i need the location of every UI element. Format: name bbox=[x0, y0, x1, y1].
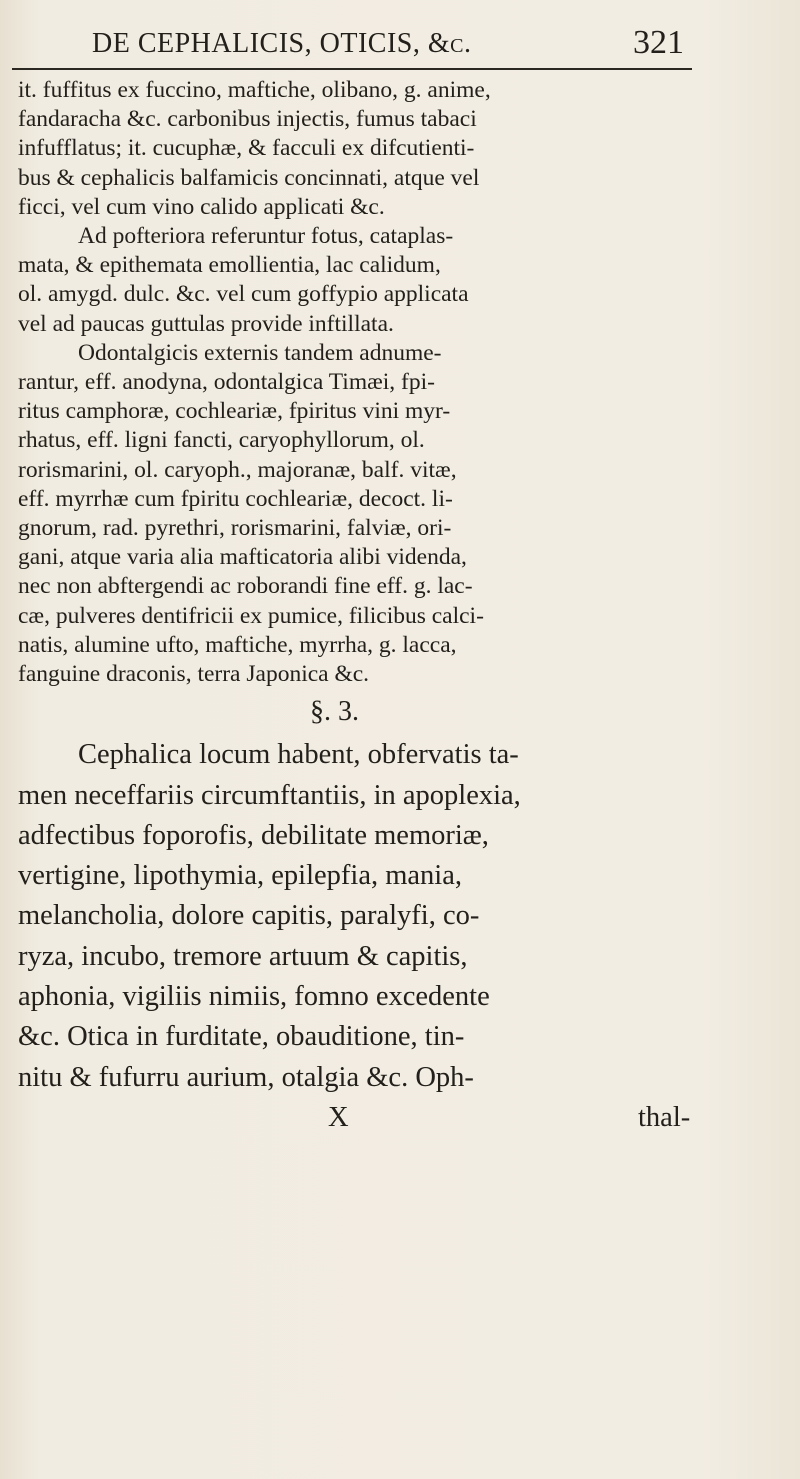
text-line: fanguine draconis, terra Japonica &c. bbox=[18, 661, 370, 688]
text-line: vertigine, lipothymia, epilepfia, mania, bbox=[18, 860, 462, 892]
text-line: infufflatus; it. cucuphæ, & facculi ex difcutienti- bbox=[18, 135, 475, 162]
paragraph-cephalica bbox=[18, 735, 788, 1098]
header-rule bbox=[12, 68, 692, 70]
text-line: Odontalgicis externis tandem adnume- bbox=[78, 339, 442, 366]
paragraph bbox=[18, 76, 788, 222]
running-head: DE CEPHALICIS, OTICIS, &c. bbox=[92, 28, 472, 59]
text-line: ficci, vel cum vino calido applicati &c. bbox=[18, 193, 385, 220]
text-line: bus & cephalicis balfamicis concinnati, atque vel bbox=[18, 164, 480, 191]
text-line: mata, & epithemata emollientia, lac calidum, bbox=[18, 252, 441, 279]
text-line: ritus camphoræ, cochleariæ, fpiritus vini myr- bbox=[18, 398, 451, 425]
text-line: rantur, eff. anodyna, odontalgica Timæi, fpi- bbox=[18, 369, 435, 396]
text-line: ryza, incubo, tremore artuum & capitis, bbox=[18, 940, 468, 972]
text-line: nec non abftergendi ac roborandi fine eff. g. lac- bbox=[18, 573, 473, 600]
text-line: gani, atque varia alia mafticatoria alibi videnda, bbox=[18, 544, 467, 571]
page-footer bbox=[18, 1098, 788, 1138]
text-line: it. fuffitus ex fuccino, maftiche, olibano, g. anime, bbox=[18, 77, 491, 103]
text-line: fandaracha &c. carbonibus injectis, fumus tabaci bbox=[18, 106, 477, 133]
text-line: rhatus, eff. ligni fancti, caryophyllorum, ol. bbox=[18, 427, 425, 454]
text-line: ol. amygd. dulc. &c. vel cum goffypio applicata bbox=[18, 281, 469, 308]
text-line: eff. myrrhæ cum fpiritu cochleariæ, decoct. li- bbox=[18, 485, 453, 512]
section-number: §. 3. bbox=[310, 696, 359, 728]
body-text bbox=[18, 76, 788, 1138]
text-line: Cephalica locum habent, obfervatis ta- bbox=[78, 739, 519, 771]
text-line: melancholia, dolore capitis, paralyfi, co- bbox=[18, 900, 480, 932]
signature-mark: X bbox=[328, 1101, 349, 1133]
text-line: aphonia, vigiliis nimiis, fomno excedente bbox=[18, 981, 490, 1013]
text-line: Ad pofteriora referuntur fotus, cataplas- bbox=[78, 223, 454, 250]
text-line: &c. Otica in furditate, obauditione, tin- bbox=[18, 1021, 465, 1053]
text-line: adfectibus foporofis, debilitate memoriæ, bbox=[18, 819, 489, 851]
paragraph bbox=[18, 222, 788, 339]
catchword: thal- bbox=[638, 1101, 691, 1133]
text-line: natis, alumine ufto, maftiche, myrrha, g. lacca, bbox=[18, 631, 457, 658]
large-text-block bbox=[18, 735, 788, 1098]
text-line: cæ, pulveres dentifricii ex pumice, filicibus calci- bbox=[18, 602, 484, 629]
page-header bbox=[92, 22, 692, 68]
page-number: 321 bbox=[633, 24, 684, 61]
small-paragraphs bbox=[18, 76, 788, 689]
text-line: nitu & fufurru aurium, otalgia &c. Oph- bbox=[18, 1061, 474, 1093]
paragraph bbox=[18, 339, 788, 689]
text-line: rorismarini, ol. caryoph., majoranæ, balf. vitæ, bbox=[18, 456, 457, 483]
text-line: vel ad paucas guttulas provide inftillata. bbox=[18, 310, 394, 337]
small-text-block bbox=[18, 76, 788, 689]
text-line: men neceffariis circumftantiis, in apoplexia, bbox=[18, 779, 521, 811]
text-line: gnorum, rad. pyrethri, rorismarini, falviæ, ori- bbox=[18, 515, 452, 542]
